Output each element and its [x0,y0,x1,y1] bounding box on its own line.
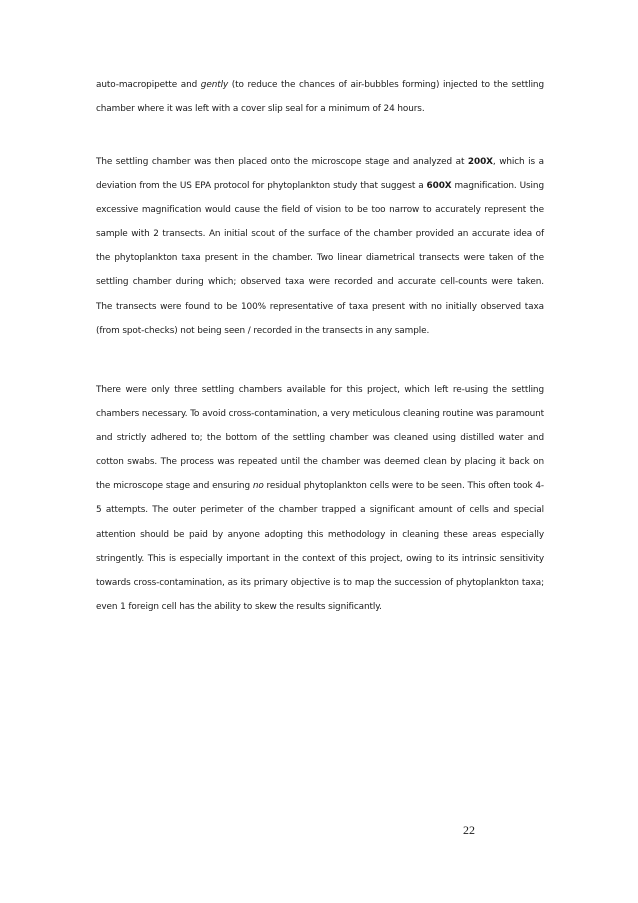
paragraph-1-text-b: (to reduce the chances of air-bubbles forming) injected to the settling chamber where it was left with a cover slip seal for a minimum of 24 hours. [96,80,544,115]
paragraph-2-text-c: magnification. Using excessive magnification would cause the field of vision to be too narrow to accurately represent the sample with 2 transects. An initial scout of the surface of the chamber provided an accurate idea of the phytoplankton taxa present in the chamber. Two linear diametrical transects were taken of the settling chamber during which; observed taxa were recorded and accurate cell-counts were taken. The transects were found to be 100% representative of taxa present with no initially observed taxa (from spot-checks) not being seen / recorded in the transects in any sample. [96,181,544,336]
body-paragraph-2 [96,150,544,343]
paragraph-1-text-a: auto-macropipette and [96,80,201,90]
paragraph-2-bold-200x: 200X [467,157,493,167]
body-paragraph-3 [96,378,544,619]
paragraph-3-emphasis: no [252,481,264,492]
paragraph-3-text-b: residual phytoplankton cells were to be seen. This often took 4-5 attempts. The outer perimeter of the chamber trapped a significant amount of cells and special attention should be paid by anyone adopting this methodology in cleaning these areas especially stringently. This is especially important in the context of this project, owing to its intrinsic sensitivity towards cross-contamination, as its primary objective is to map the succession of phytoplankton taxa; even 1 foreign cell has the ability to skew the results significantly. [96,481,544,612]
body-paragraph-1 [96,73,544,121]
paragraph-2-text-a: The settling chamber was then placed onto the microscope stage and analyzed at [96,157,468,167]
paragraph-2-text-b: , which is a deviation from the US EPA protocol for phytoplankton study that suggest a [96,157,544,192]
paragraph-2-bold-600x: 600X [426,181,452,192]
paragraph-3-text-a: There were only three settling chambers available for this project, which left re-using the settling chambers necessary. To avoid cross-contamination, a very meticulous cleaning routine was paramount and strictly adhered to; the bottom of the settling chamber was cleaned using distilled water and cotton swabs. The process was repeated until the chamber was deemed clean by placing it back on the microscope stage and ensuring [96,385,544,492]
page-number: 22 [463,823,475,837]
paragraph-1-emphasis: gently [200,80,229,90]
